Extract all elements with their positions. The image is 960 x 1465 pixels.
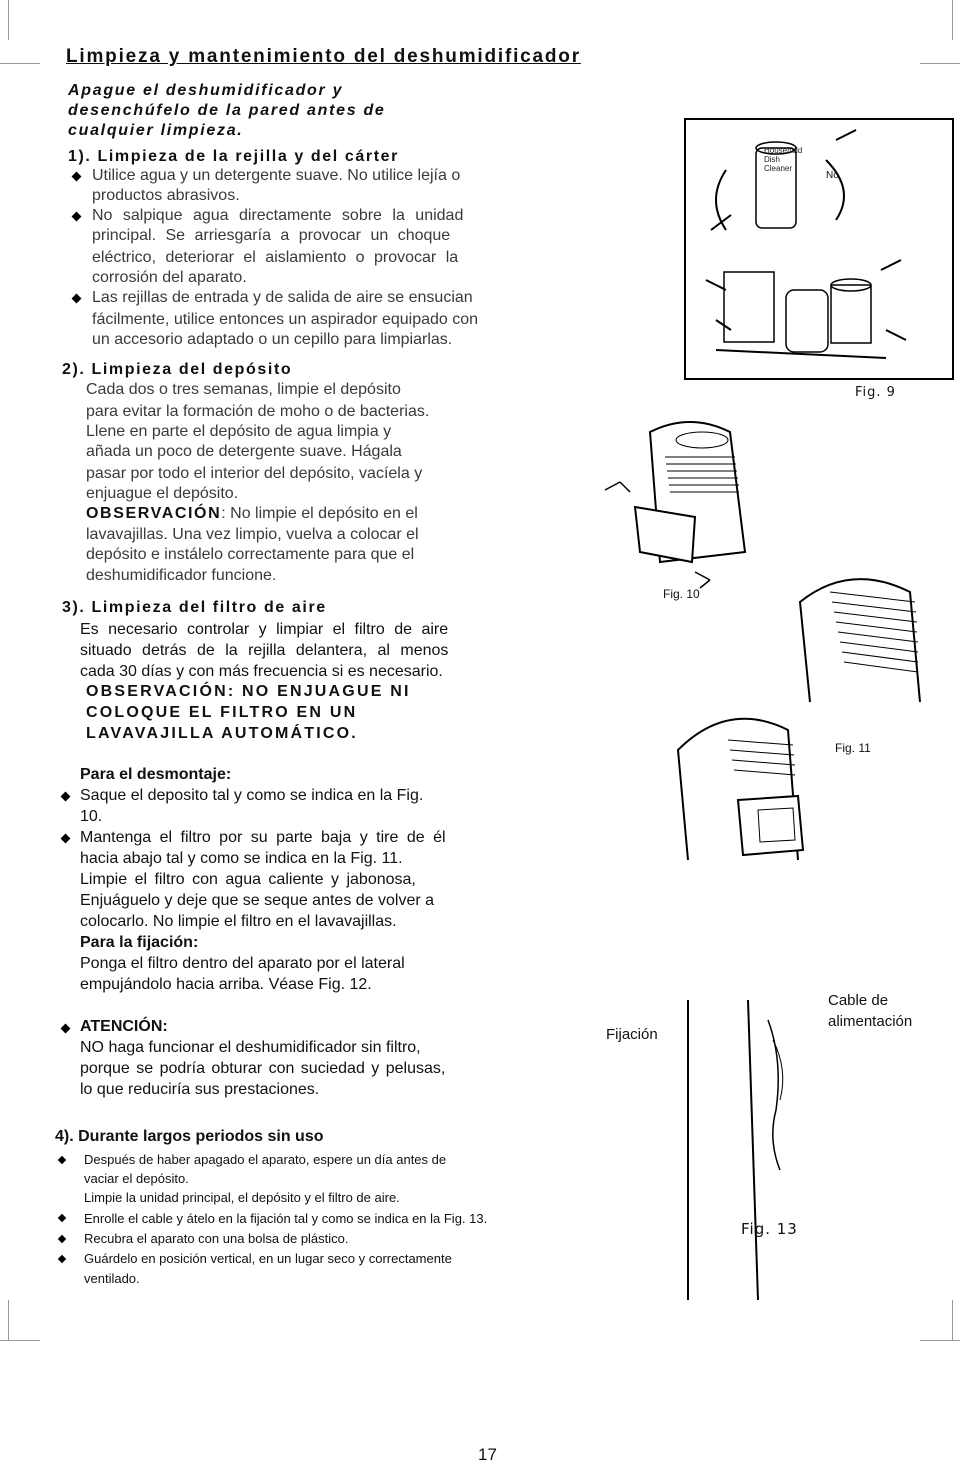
page-number: 17 [478, 1445, 497, 1464]
fijacion-line: Ponga el filtro dentro del aparato por el lateral [80, 955, 405, 972]
fig9-frame [684, 118, 954, 380]
s1-b2-line: No salpique agua directamente sobre la unidad [92, 207, 464, 224]
fig9-label-household: Household [764, 146, 803, 155]
s1-b2-line: eléctrico, deteriorar el aislamiento o provocar la [92, 249, 459, 266]
atencion-line: NO haga funcionar el deshumidificador sin filtro, [80, 1039, 421, 1056]
crop-mark [952, 1300, 953, 1340]
crop-mark [920, 63, 960, 64]
crop-mark [8, 0, 9, 40]
desmontaje-b2: hacia abajo tal y como se indica en la Fig. 11. [80, 850, 403, 867]
fig12-illustration [790, 562, 940, 712]
crop-mark [920, 1340, 960, 1341]
s2-line2: lavavajillas. Una vez limpio, vuelva a colocar el [86, 526, 419, 543]
s1-b1-line: productos abrasivos. [92, 187, 240, 204]
s4-b3-line: Recubra el aparato con una bolsa de plástico. [84, 1231, 349, 1246]
bullet-icon [61, 792, 71, 802]
section-3-heading: 3). Limpieza del filtro de aire [62, 599, 327, 616]
s2-line: pasar por todo el interior del depósito, vacíela y [86, 465, 423, 482]
s1-b3-line: Las rejillas de entrada y de salida de aire se ensucian [92, 289, 473, 306]
s3-obs: COLOQUE EL FILTRO EN UN [86, 704, 358, 721]
s2-obs-label: OBSERVACIÓN [86, 505, 222, 522]
s4-b4-line: ventilado. [84, 1271, 140, 1286]
page-title: Limpieza y mantenimiento del deshumidificador [66, 46, 581, 67]
section-2-heading: 2). Limpieza del depósito [62, 361, 293, 378]
s3-obs: LAVAVAJILLA AUTOMÁTICO. [86, 725, 358, 742]
fig9-caption: Fig. 9 [855, 385, 896, 400]
s2-line: para evitar la formación de moho o de bacterias. [86, 403, 430, 420]
bullet-icon [72, 294, 82, 304]
fig10-caption: Fig. 10 [663, 587, 700, 601]
s4-b1-line: vaciar el depósito. [84, 1171, 189, 1186]
section-1-heading: 1). Limpieza de la rejilla y del cárter [68, 148, 399, 165]
desmontaje-b2: Limpie el filtro con agua caliente y jabonosa, [80, 871, 416, 888]
s1-b3-line: un accesorio adaptado o un cepillo para limpiarlas. [92, 331, 453, 348]
fig13-caption: Fig. 13 [741, 1220, 798, 1238]
section-4-heading: 4). Durante largos periodos sin uso [55, 1128, 324, 1145]
intro-line: cualquier limpieza. [68, 122, 244, 139]
s4-b1-line: Después de haber apagado el aparato, espere un día antes de [84, 1152, 447, 1167]
desmontaje-b1: Saque el deposito tal y como se indica en la Fig. [80, 787, 424, 804]
s2-observation [86, 504, 418, 524]
fig9-label-cleaner: Cleaner [764, 164, 793, 173]
s4-b1-line: Limpie la unidad principal, el depósito y el filtro de aire. [84, 1190, 400, 1205]
bullet-icon [58, 1156, 66, 1164]
fig10-illustration [600, 412, 770, 597]
desmontaje-b2: Mantenga el filtro por su parte baja y tire de él [80, 829, 446, 846]
crop-mark [0, 63, 40, 64]
s4-b4-line: Guárdelo en posición vertical, en un lugar seco y correctamente [84, 1251, 452, 1266]
fig13-label-cable [828, 990, 912, 1032]
s2-line2: depósito e instálelo correctamente para que el [86, 546, 415, 563]
fijacion-heading: Para la fijación: [80, 934, 199, 951]
desmontaje-b1: 10. [80, 808, 103, 825]
fig13-label-cable-line: alimentación [828, 1013, 913, 1030]
bullet-icon [58, 1255, 66, 1263]
intro-line: desenchúfelo de la pared antes de [68, 102, 386, 119]
fijacion-line: empujándolo hacia arriba. Véase Fig. 12. [80, 976, 372, 993]
s4-b2-line: Enrolle el cable y átelo en la fijación tal y como se indica en la Fig. 13. [84, 1211, 488, 1226]
s1-b2-line: principal. Se arriesgaría a provocar un choque [92, 227, 451, 244]
s2-line: Llene en parte el depósito de agua limpia y [86, 423, 392, 440]
bullet-icon [72, 212, 82, 222]
intro-line: Apague el deshumidificador y [68, 82, 344, 99]
crop-mark [8, 1300, 9, 1340]
bullet-icon [58, 1235, 66, 1243]
crop-mark [952, 0, 953, 40]
s1-b3-line: fácilmente, utilice entonces un aspirador equipado con [92, 311, 479, 328]
fig13-illustration [668, 1000, 848, 1300]
desmontaje-b2: colocarlo. No limpie el filtro en el lavavajillas. [80, 913, 397, 930]
fig11-illustration [668, 700, 838, 870]
s2-line: Cada dos o tres semanas, limpie el depósito [86, 381, 401, 398]
fig9-label-no: No [826, 170, 839, 181]
desmontaje-heading: Para el desmontaje: [80, 766, 232, 783]
fig9-illustration [686, 120, 952, 378]
s3-line: Es necesario controlar y limpiar el filtro de aire [80, 621, 449, 638]
s2-obs-text: : No limpie el depósito en el [221, 505, 418, 522]
s3-line: cada 30 días y con más frecuencia si es necesario. [80, 663, 443, 680]
atencion-line: lo que reduciría sus prestaciones. [80, 1081, 320, 1098]
fig13-label-fijacion: Fijación [606, 1026, 658, 1043]
bullet-icon [58, 1214, 66, 1222]
s2-line2: deshumidificador funcione. [86, 567, 277, 584]
atencion-heading: ATENCIÓN: [80, 1018, 168, 1035]
atencion-line: porque se podría obturar con suciedad y pelusas, [80, 1060, 446, 1077]
s2-line: añada un poco de detergente suave. Hágala [86, 443, 402, 460]
bullet-icon [61, 834, 71, 844]
s3-obs: OBSERVACIÓN: NO ENJUAGUE NI [86, 683, 411, 700]
fig9-label-dish: Dish [764, 155, 781, 164]
s1-b1-line: Utilice agua y un detergente suave. No utilice lejía o [92, 167, 461, 184]
bullet-icon [72, 172, 82, 182]
s2-line: enjuague el depósito. [86, 485, 239, 502]
fig13-label-cable-line: Cable de [828, 992, 889, 1009]
fig11-caption: Fig. 11 [835, 741, 871, 755]
desmontaje-b2: Enjuáguelo y deje que se seque antes de volver a [80, 892, 435, 909]
bullet-icon [61, 1024, 71, 1034]
fig9-label [764, 146, 802, 173]
s1-b2-line: corrosión del aparato. [92, 269, 247, 286]
s3-line: situado detrás de la rejilla delantera, al menos [80, 642, 449, 659]
crop-mark [0, 1340, 40, 1341]
